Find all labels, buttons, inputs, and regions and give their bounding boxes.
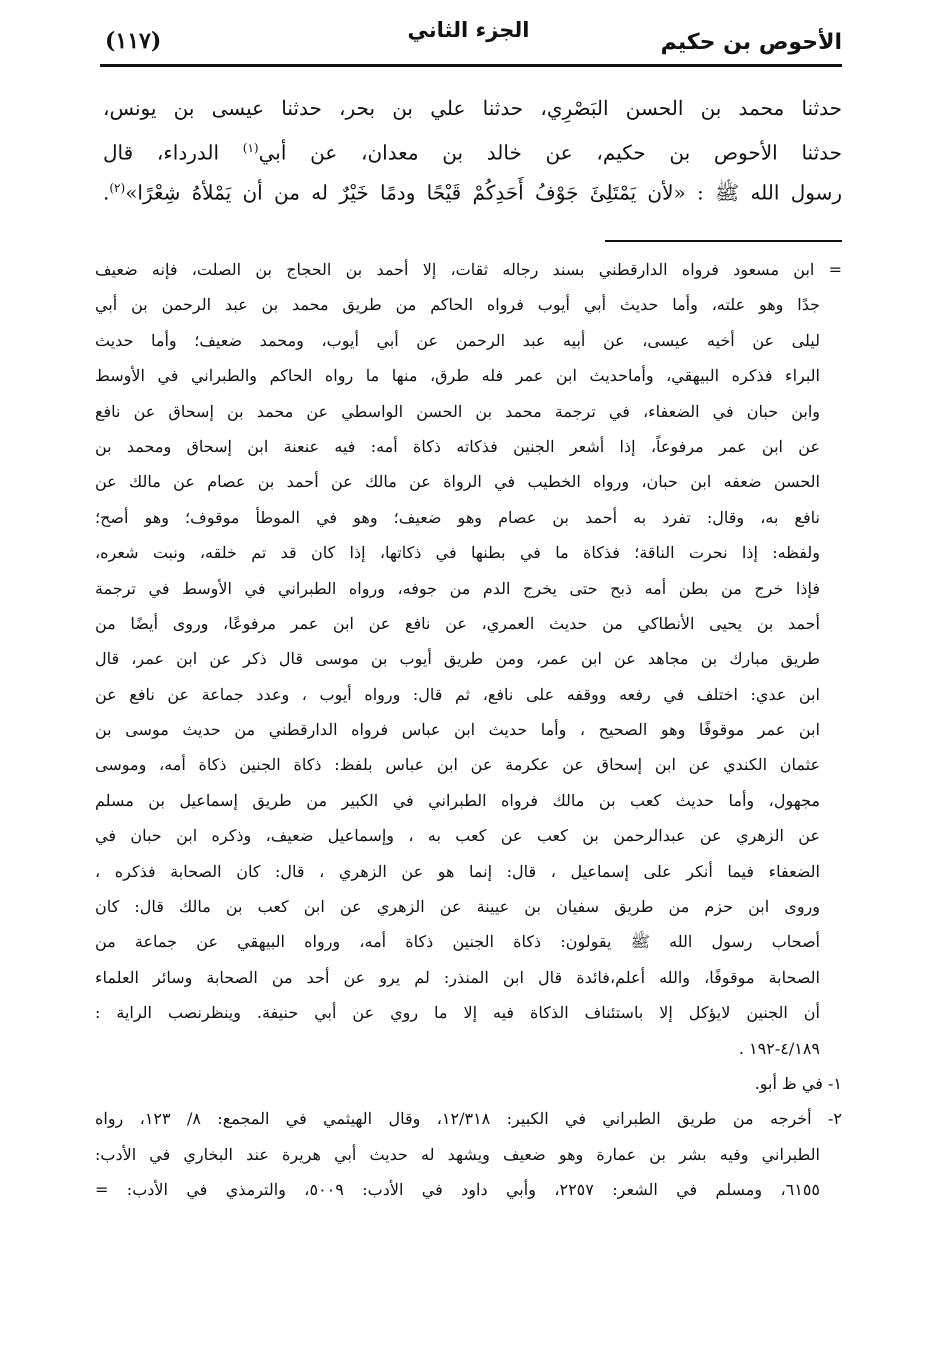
running-header-volume: الجزء الثاني xyxy=(407,18,530,42)
footnote-line: عن الزهري عن عبدالرحمن بن كعب عن كعب به ، وإسماعيل ضعيف، وذكره ابن حبان في xyxy=(95,826,820,846)
footnote-line: أحمد بن يحيى الأنطاكي من حديث العمري، عن نافع عن ابن عمر مرفوعًا، وروى أيضًا من xyxy=(95,613,820,633)
footnote-line: الطبراني وفيه بشر بن عمارة وهو ضعيف ويشهد له حديث أبي هريرة عند البخاري في الأدب: xyxy=(95,1144,820,1164)
footnotes xyxy=(95,252,842,1208)
footnote-ref-2: (٢) xyxy=(109,181,126,195)
hadith-line: حدثنا محمد بن الحسن البَصْرِي، حدثنا علي بن بحر، حدثنا عيسى بن يونس، xyxy=(103,96,842,120)
footnote-line: ابن عمر موقوفًا وهو الصحيح ، وأما حديث ابن عباس فرواه الدارقطني من حديث موسى بن xyxy=(95,720,820,740)
footnote-line: ليلى عن أخيه عيسى، عن أبيه عبد الرحمن عن أبي أيوب، ومحمد ضعيف؛ وأما حديث xyxy=(95,330,820,350)
footnote-line: فإذا خرج من بطن أمه ذبح حتى يخرج الدم من جوفه، ورواه الطبراني في الأوسط في ترجمة xyxy=(95,578,820,598)
page-number: (١١٧) xyxy=(105,28,162,54)
footnote-line xyxy=(95,252,842,287)
running-header-chapter: الأحوص بن حكيم xyxy=(660,30,842,55)
hadith-segment: . xyxy=(103,180,110,205)
footnote-segment: ابن مسعود فرواه الدارقطني بسند رجاله ثقات، إلا أحمد بن الحجاج بن الصلت، فإنه ضعيف xyxy=(95,260,815,279)
footnote-ref-1: (١) xyxy=(242,141,259,155)
footnote-line: أن الجنين لايؤكل إلا باستئناف الذكاة فيه إلا ما روي عن أبي حنيفة. وينظرنصب الراية : xyxy=(95,1003,820,1023)
footnote-line: طريق مبارك بن مجاهد عن ابن عمر، ومن طريق أيوب بن موسى قال ذكر عن ابن عمر، قال xyxy=(95,649,820,669)
footnote-line: جدًا وهو علته، وأما حديث أبي أيوب فرواه الحاكم من طريق محمد بن عبد الرحمن بن أبي xyxy=(95,295,820,315)
footnote-line: عثمان الكندي عن ابن إسحاق عن عكرمة عن ابن عباس بلفظ: ذكاة الجنين ذكاة أمه، وموسى xyxy=(95,755,820,775)
footnote-separator xyxy=(605,240,842,242)
hadith-segment: حدثنا الأحوص بن حكيم، عن خالد بن معدان، عن أبي xyxy=(258,140,842,165)
footnote-line: مجهول، وأما حديث كعب بن مالك فرواه الطبراني في الكبير من طريق إسماعيل بن مسلم xyxy=(95,790,820,810)
footnote-line: البراء فذكره البيهقي، وأماحديث ابن عمر فله طرق، منها ما رواه الحاكم والطبراني في الأوسط xyxy=(95,366,820,386)
footnote-1: ١- في ظ أبو. xyxy=(754,1073,842,1093)
footnote-line: نافع به، وقال: تفرد به أحمد بن عصام وهو ضعيف؛ وهو في الموطأ موقوف؛ وهو أصح؛ xyxy=(95,507,820,527)
footnote-continuation xyxy=(95,252,842,1066)
footnote-line: وروى ابن حزم من طريق سفيان بن عيينة عن الزهري عن ابن كعب بن مالك قال: كان xyxy=(95,897,820,917)
hadith-line xyxy=(103,128,842,168)
footnote-line: ٢- أخرجه من طريق الطبراني في الكبير: ١٢/٣١٨، وقال الهيثمي في المجمع: ٨/ ١٢٣، رواه xyxy=(95,1109,842,1129)
footnote-line: الصحابة موقوفًا، والله أعلم،فائدة قال ابن المنذر: لم يرو عن أحد من الصحابة وسائر العلماء xyxy=(95,967,820,987)
footnote-line: ولفظه: إذا نحرت الناقة؛ فذكاة ما في بطنها في ذكاتها، إذا كان قد تم خلقه، ونبت شعره، xyxy=(95,543,820,563)
footnote-line: ٤/١٨٩-١٩٢ . xyxy=(738,1038,820,1058)
header-rule xyxy=(100,64,842,67)
footnote-line: الضعفاء فيما أنكر على إسماعيل ، قال: إنما هو عن الزهري ، قال: كان الصحابة فذكره ، xyxy=(95,861,820,881)
footnote-line: وابن حبان في الضعفاء، في ترجمة محمد بن الحسن الواسطي عن محمد بن إسحاق عن نافع xyxy=(95,401,820,421)
hadith-line xyxy=(103,168,842,208)
footnote-line: أصحاب رسول الله ﷺ يقولون: ذكاة الجنين ذكاة أمه، ورواه البيهقي عن جماعة من xyxy=(95,932,820,952)
footnote-line: الحسن ضعفه ابن حبان، ورواه الخطيب في الرواة عن مالك عن أحمد بن عصام عن مالك عن xyxy=(95,472,820,492)
hadith-segment: رسول الله ﷺ : «لأن يَمْتَلِئَ جَوْفُ أَحَدِكُمْ قَيْحًا ودمًا خَيْرٌ له من أن يَمْلأهُ شِعْرًا» xyxy=(125,180,842,205)
hadith-segment: الدرداء، قال xyxy=(103,140,243,165)
footnote-line: ٦١٥٥، ومسلم في الشعر: ٢٢٥٧، وأبي داود في الأدب: ٥٠٠٩، والترمذي في الأدب: = xyxy=(95,1180,820,1200)
footnote-line: عن ابن عمر مرفوعاً، إذا أشعر الجنين فذكاته ذكاة أمه: فيه عنعنة ابن إسحاق ومحمد بن xyxy=(95,436,820,456)
footnote-line: ابن عدي: اختلف في رفعه ووقفه على نافع، ثم قال: ورواه أيوب ، وعدد جماعة عن نافع عن xyxy=(95,684,820,704)
hadith-text xyxy=(103,88,842,208)
continuation-marker: = xyxy=(814,260,842,279)
footnote-2 xyxy=(95,1101,842,1207)
